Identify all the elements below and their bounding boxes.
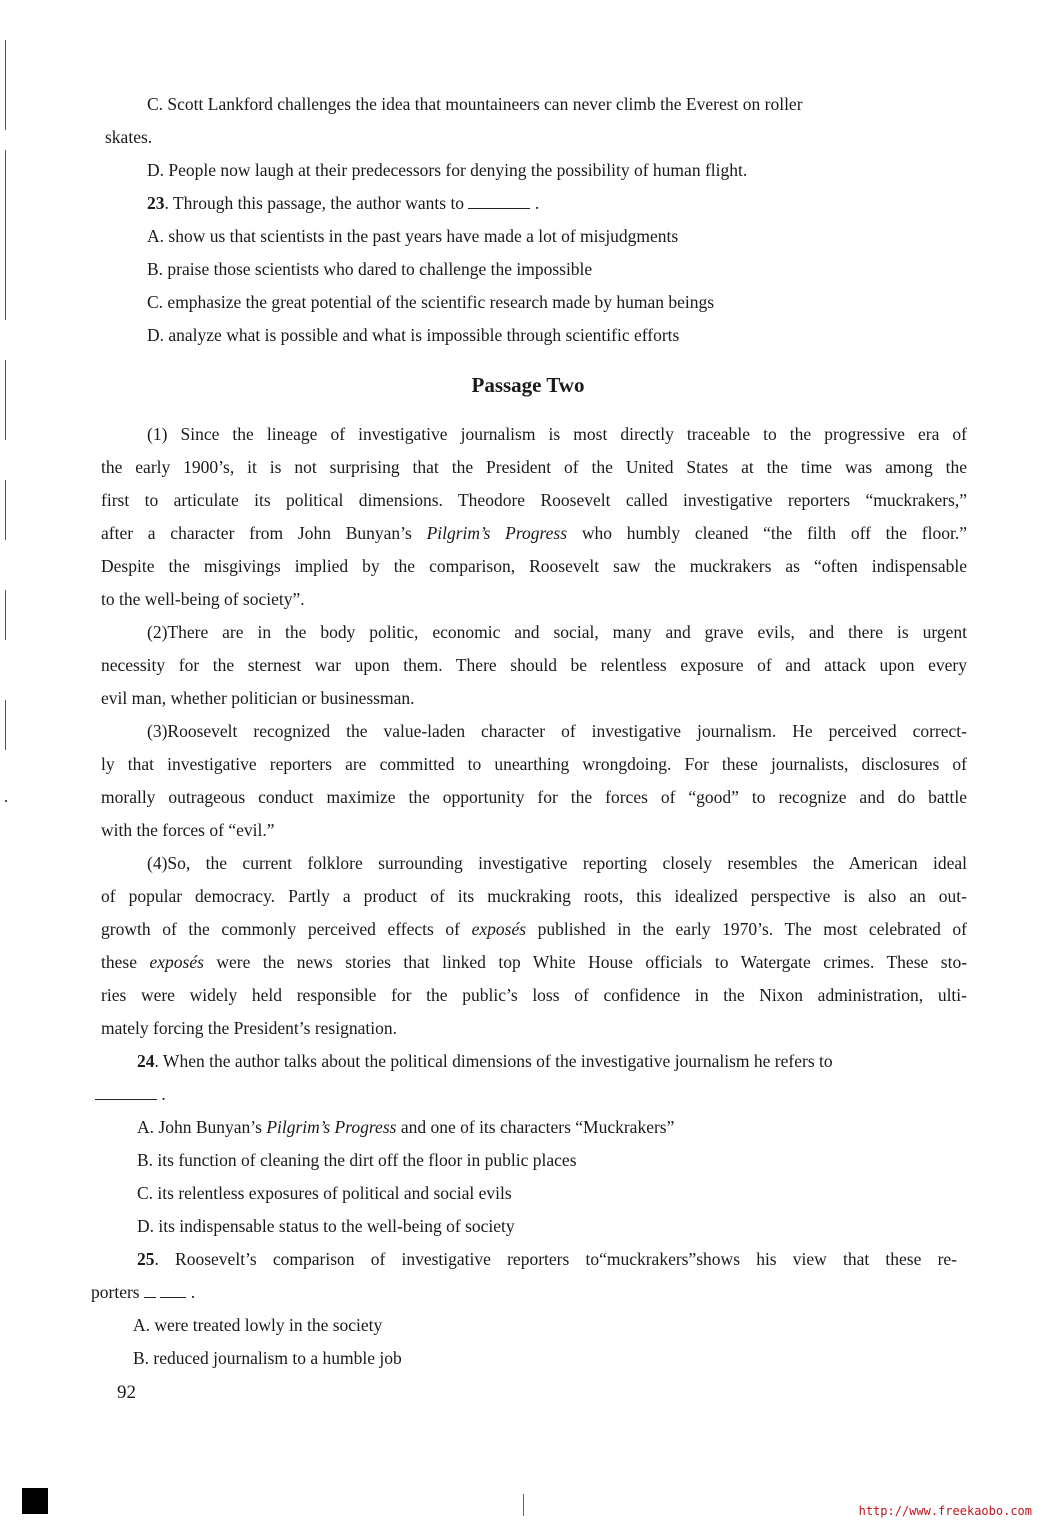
p4-line: of popular democracy. Partly a product of its muckraking roots, this idealized perspective is also an out- — [101, 886, 967, 906]
q25-stem-text: . Roosevelt’s comparison of investigative reporters to“muckrakers”shows his view that these re- — [154, 1249, 957, 1269]
italic-term: exposés — [149, 952, 204, 972]
q23-number: 23 — [147, 193, 165, 213]
scan-center-tick — [523, 1494, 524, 1516]
q23-option-c: C. emphasize the great potential of the scientific research made by human beings — [147, 292, 715, 312]
answer-blank — [160, 1283, 186, 1298]
book-title: Pilgrim’s Progress — [426, 523, 568, 543]
p3-line: (3)Roosevelt recognized the value-laden character of investigative journalism. He perceived correct- — [147, 721, 967, 741]
q24-stem — [137, 1050, 833, 1072]
scan-margin-mark — [5, 40, 6, 130]
q23-stem-text: . Through this passage, the author wants to — [164, 193, 465, 213]
scan-margin-dot — [5, 800, 7, 802]
p2-line: evil man, whether politician or businessman. — [101, 688, 415, 708]
q23-option-b: B. praise those scientists who dared to challenge the impossible — [147, 259, 593, 279]
p4-text: growth of the commonly perceived effects of — [101, 919, 460, 939]
p4-line: mately forcing the President’s resignation. — [101, 1018, 397, 1038]
q25-option-b: B. reduced journalism to a humble job — [133, 1348, 402, 1368]
footer-url: http://www.freekaobo.com — [858, 1504, 1032, 1518]
q24-option-a-text: A. John Bunyan’s — [137, 1117, 262, 1137]
p4-line: (4)So, the current folklore surrounding investigative reporting closely resembles the American ideal — [147, 853, 967, 873]
q24-stem-text: . When the author talks about the political dimensions of the investigative journalism he refers to — [154, 1051, 833, 1071]
q24-option-c: C. its relentless exposures of political and social evils — [137, 1183, 512, 1203]
page-number: 92 — [117, 1382, 136, 1403]
scan-margin-mark — [5, 590, 6, 640]
p4-line — [101, 918, 967, 940]
p1-line: first to articulate its political dimensions. Theodore Roosevelt called investigative reporters “muckrakers,” — [101, 490, 967, 510]
q25-stem-cont: porters . — [91, 1282, 196, 1302]
italic-term: exposés — [471, 919, 527, 939]
p1-line: the early 1900’s, it is not surprising that the President of the United States at the time was among the — [101, 457, 967, 477]
answer-blank — [468, 194, 530, 209]
q25-number: 25 — [137, 1249, 155, 1269]
p3-line: with the forces of “evil.” — [101, 820, 275, 840]
p4-text: were the news stories that linked top White House officials to Watergate crimes. These sto- — [216, 952, 968, 972]
p2-line: necessity for the sternest war upon them. There should be relentless exposure of and attack upon every — [101, 655, 967, 675]
q23-option-d: D. analyze what is possible and what is impossible through scientific efforts — [147, 325, 680, 345]
answer-blank — [95, 1085, 157, 1100]
p4-line: ries were widely held responsible for the public’s loss of confidence in the Nixon administration, ulti- — [101, 985, 967, 1005]
q24-blank-line: . — [95, 1083, 166, 1105]
q24-option-d: D. its indispensable status to the well-being of society — [137, 1216, 515, 1236]
q22-option-d: D. People now laugh at their predecessors for denying the possibility of human flight. — [147, 160, 748, 180]
scan-margin-mark — [5, 480, 6, 540]
q24-option-b: B. its function of cleaning the dirt off the floor in public places — [137, 1150, 577, 1170]
p3-line: ly that investigative reporters are committed to unearthing wrongdoing. For these journalists, disclosures of — [101, 754, 967, 774]
p1-text: after a character from John Bunyan’s — [101, 523, 412, 543]
p1-line: (1) Since the lineage of investigative journalism is most directly traceable to the progressive era of — [147, 424, 967, 444]
p1-line — [101, 522, 967, 544]
scan-registration-mark — [22, 1488, 48, 1514]
q24-number: 24 — [137, 1051, 155, 1071]
passage-title: Passage Two — [471, 373, 585, 397]
p1-line: to the well-being of society”. — [101, 589, 305, 609]
p4-line — [101, 951, 967, 973]
q23-option-a: A. show us that scientists in the past years have made a lot of misjudgments — [147, 226, 679, 246]
scan-margin-mark — [5, 150, 6, 320]
q22-option-c: C. Scott Lankford challenges the idea that mountaineers can never climb the Everest on roller — [147, 94, 803, 114]
scan-margin-mark — [5, 700, 6, 750]
q23-stem: 23. Through this passage, the author wants to . — [147, 193, 540, 213]
answer-blank — [144, 1283, 156, 1298]
p4-text: these — [101, 952, 137, 972]
book-title: Pilgrim’s Progress — [266, 1117, 397, 1137]
p2-line: (2)There are in the body politic, economic and social, many and grave evils, and there is urgent — [147, 622, 967, 642]
q24-option-a-text: and one of its characters “Muckrakers” — [400, 1117, 675, 1137]
p1-text: who humbly cleaned “the filth off the floor.” — [581, 523, 967, 543]
q25-stem-text: porters — [91, 1282, 140, 1302]
q24-option-a — [137, 1116, 674, 1138]
p4-text: published in the early 1970’s. The most celebrated of — [537, 919, 968, 939]
p3-line: morally outrageous conduct maximize the opportunity for the forces of “good” to recognize and do battle — [101, 787, 967, 807]
q22-option-c-cont: skates. — [105, 127, 153, 147]
q25-stem — [137, 1248, 957, 1270]
p1-line: Despite the misgivings implied by the comparison, Roosevelt saw the muckrakers as “often indispensable — [101, 556, 967, 576]
q25-option-a: A. were treated lowly in the society — [133, 1315, 383, 1335]
